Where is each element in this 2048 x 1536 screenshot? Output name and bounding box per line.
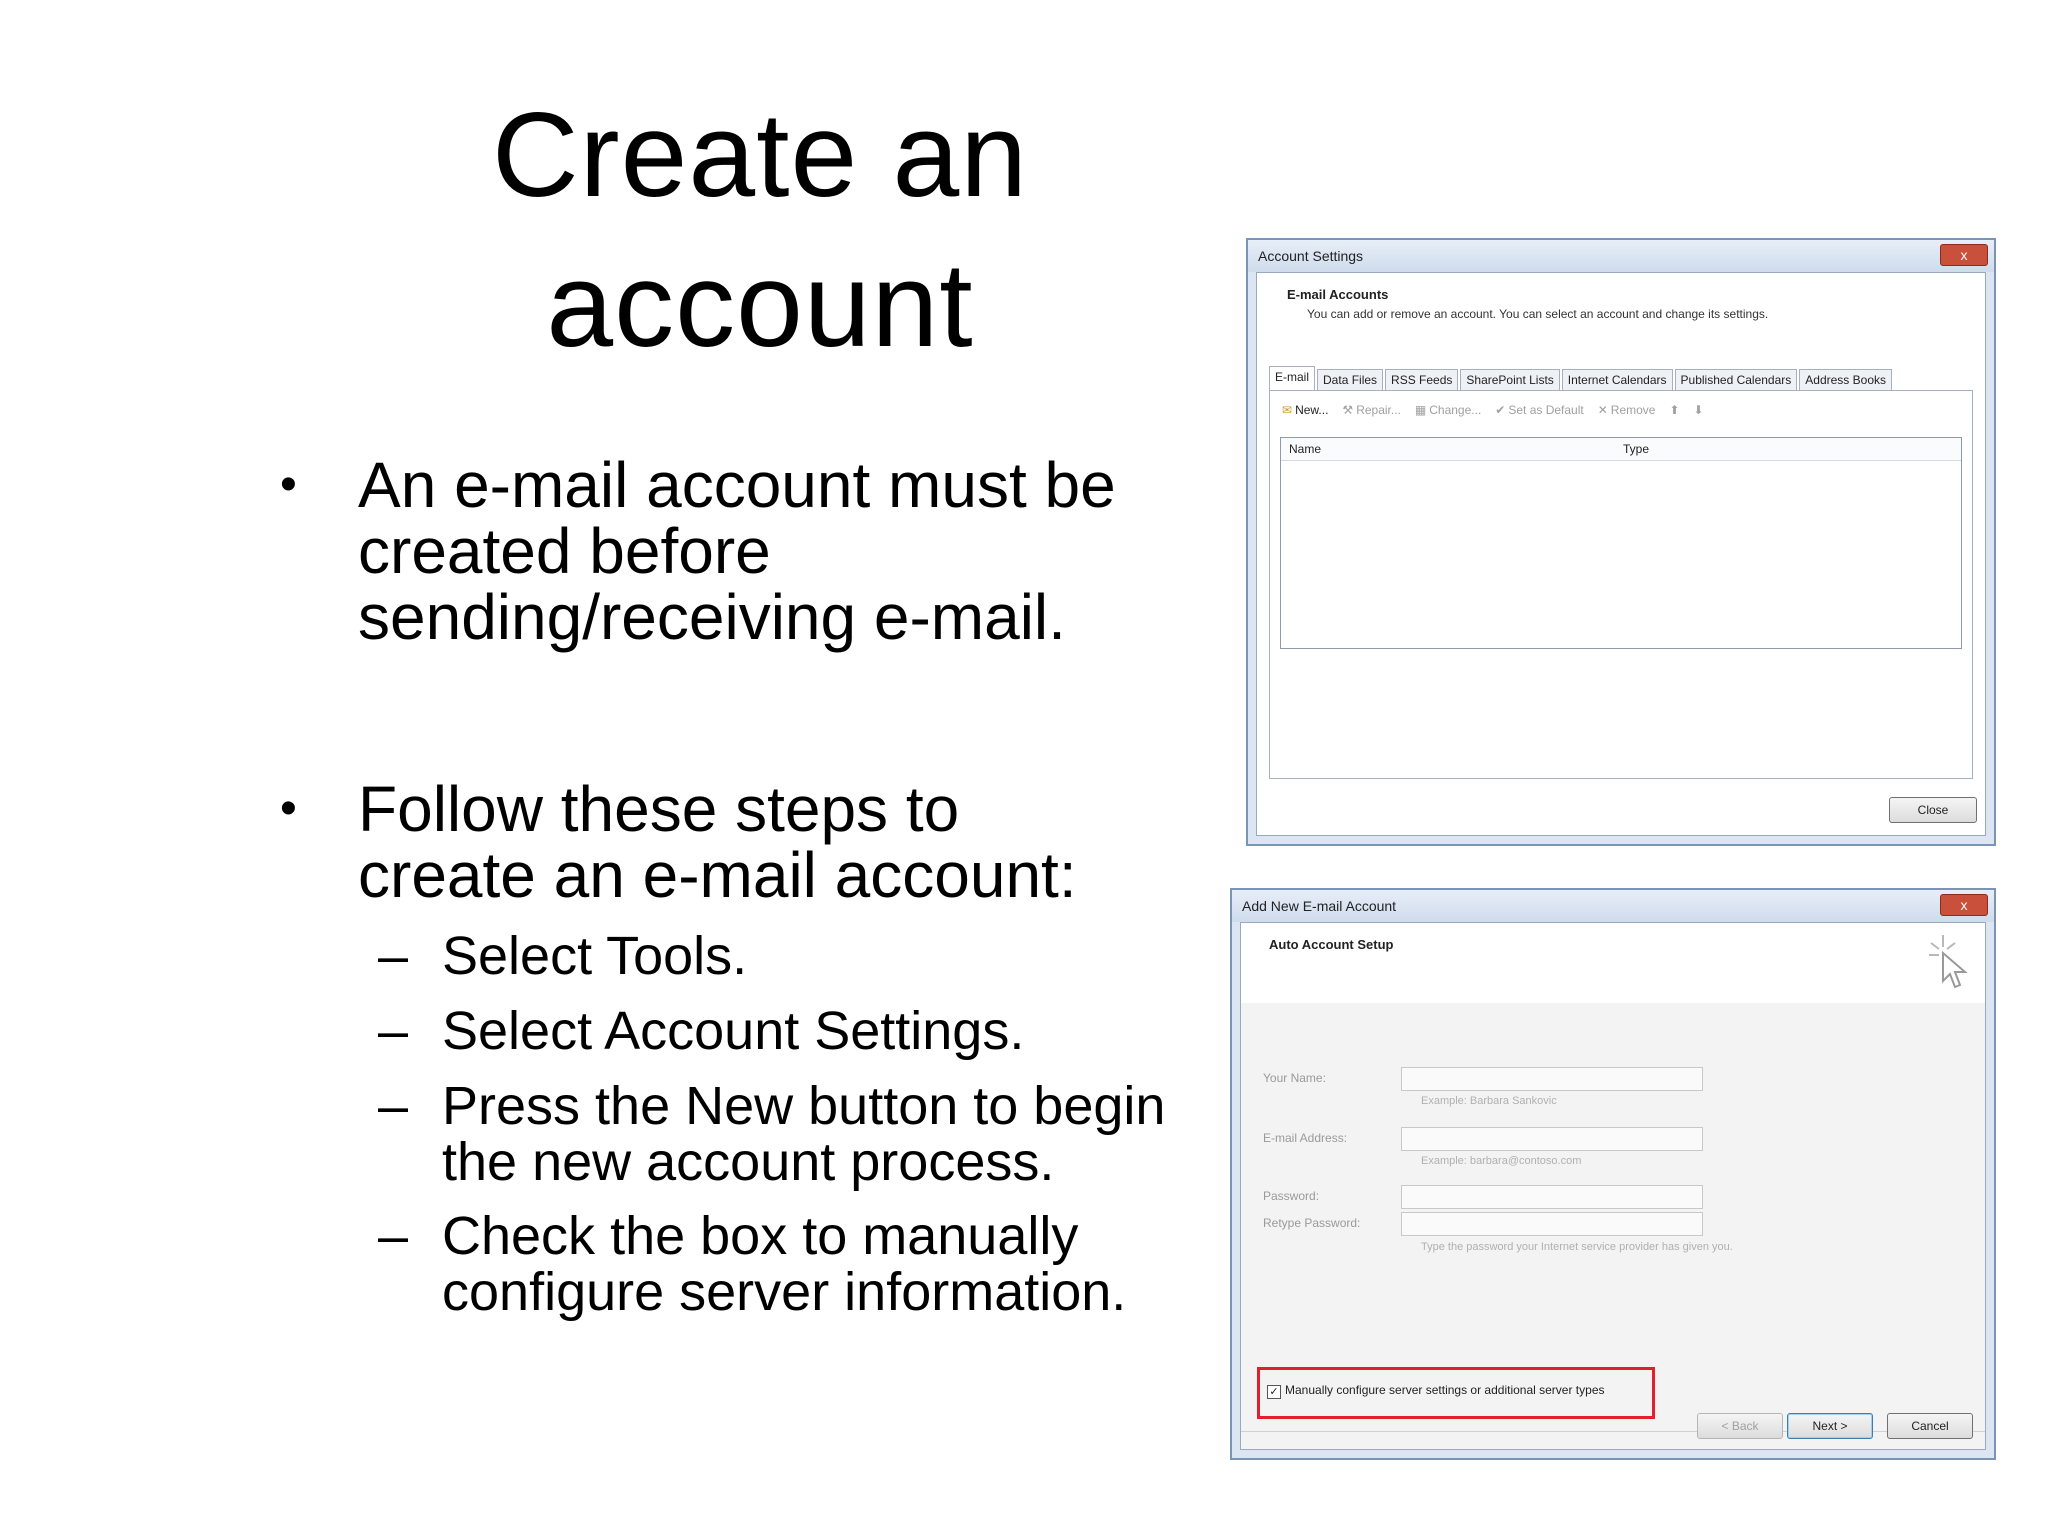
close-icon[interactable]: x (1940, 894, 1988, 916)
your-name-label: Your Name: (1263, 1071, 1326, 1085)
dialog-body (1256, 272, 1986, 836)
arrow-up-icon: ⬆ (1669, 403, 1680, 417)
tab-data-files[interactable]: Data Files (1317, 369, 1383, 391)
column-header-name[interactable]: Name (1281, 438, 1624, 461)
dialog-titlebar (1232, 890, 1994, 922)
step-4-line-2: configure server information. (442, 1262, 1127, 1322)
new-account-icon: ✉ (1282, 403, 1293, 417)
accounts-list[interactable] (1280, 437, 1962, 649)
arrow-down-icon: ⬇ (1693, 403, 1704, 417)
set-default-label: Set as Default (1508, 403, 1584, 417)
step-3-line-2: the new account process. (442, 1132, 1055, 1192)
email-tab-panel (1269, 390, 1973, 779)
change-icon: ▦ (1414, 403, 1427, 417)
slide-title (420, 80, 1100, 380)
remove-label: Remove (1610, 403, 1656, 417)
password-input[interactable] (1401, 1185, 1703, 1209)
email-accounts-heading: E-mail Accounts (1287, 287, 1389, 302)
cursor-sparkle-icon (1925, 933, 1971, 991)
close-icon[interactable]: x (1940, 244, 1988, 266)
title-line-1: Create an (492, 88, 1028, 222)
add-new-email-account-dialog (1230, 888, 1996, 1460)
wrench-icon: ⚒ (1342, 403, 1354, 417)
next-button[interactable]: Next > (1787, 1413, 1873, 1439)
dialog-titlebar (1248, 240, 1994, 272)
cancel-button[interactable]: Cancel (1887, 1413, 1973, 1439)
bullet-1-line-1: An e-mail account must be (358, 449, 1116, 521)
move-down-button[interactable] (1694, 403, 1704, 417)
email-address-input[interactable] (1401, 1127, 1703, 1151)
repair-label: Repair... (1356, 403, 1401, 417)
step-4-line-1: Check the box to manually (442, 1206, 1079, 1266)
retype-password-label: Retype Password: (1263, 1216, 1361, 1230)
remove-icon: ✕ (1597, 403, 1608, 417)
retype-password-input[interactable] (1401, 1212, 1703, 1236)
dialog-title: Account Settings (1258, 248, 1364, 264)
change-label: Change... (1429, 403, 1482, 417)
bullet-2-line-1: Follow these steps to (358, 773, 960, 845)
your-name-hint: Example: Barbara Sankovic (1421, 1095, 1557, 1107)
step-1-line-1: Select Tools. (442, 926, 748, 986)
dialog-title: Add New E-mail Account (1242, 898, 1397, 914)
close-button[interactable]: Close (1889, 797, 1977, 823)
bullet-1-line-3: sending/receiving e-mail. (358, 581, 1066, 653)
dialog-body (1240, 922, 1986, 1450)
remove-button[interactable] (1598, 403, 1656, 417)
tab-email[interactable]: E-mail (1269, 366, 1315, 391)
tab-strip (1269, 369, 1894, 391)
set-default-button[interactable] (1495, 403, 1583, 417)
repair-button[interactable] (1342, 403, 1400, 417)
password-label: Password: (1263, 1189, 1320, 1203)
dialog-header (1241, 923, 1985, 1004)
title-line-2: account (546, 238, 974, 372)
tab-published-calendars[interactable]: Published Calendars (1675, 369, 1798, 391)
move-up-button[interactable] (1669, 403, 1679, 417)
bullet-2-line-2: create an e-mail account: (358, 839, 1077, 911)
auto-account-setup-heading: Auto Account Setup (1269, 937, 1394, 952)
password-hint: Type the password your Internet service provider has given you. (1421, 1241, 1733, 1253)
your-name-input[interactable] (1401, 1067, 1703, 1091)
email-address-hint: Example: barbara@contoso.com (1421, 1155, 1582, 1167)
email-accounts-description: You can add or remove an account. You can select an account and change its settings. (1307, 307, 1769, 321)
manual-config-label[interactable]: Manually configure server settings or additional server types (1285, 1383, 1605, 1397)
tab-address-books[interactable]: Address Books (1799, 369, 1892, 391)
column-header-type[interactable]: Type (1615, 438, 1961, 461)
accounts-toolbar (1282, 403, 1704, 417)
manual-config-checkbox[interactable]: ✓ (1267, 1385, 1281, 1399)
bullet-dot: • (280, 458, 297, 511)
tab-internet-calendars[interactable]: Internet Calendars (1562, 369, 1673, 391)
account-settings-dialog (1246, 238, 1996, 846)
change-button[interactable] (1415, 403, 1481, 417)
new-button[interactable] (1282, 403, 1328, 417)
step-3-line-1: Press the New button to begin (442, 1076, 1166, 1136)
back-button[interactable]: < Back (1697, 1413, 1783, 1439)
bullet-1-line-2: created before (358, 515, 771, 587)
tab-rss-feeds[interactable]: RSS Feeds (1385, 369, 1458, 391)
tab-sharepoint-lists[interactable]: SharePoint Lists (1460, 369, 1559, 391)
footer-divider (1241, 1431, 1985, 1432)
step-2-line-1: Select Account Settings. (442, 1001, 1025, 1061)
bullet-dot: • (280, 782, 297, 835)
new-label: New... (1295, 403, 1329, 417)
checkmark-icon: ✔ (1495, 403, 1506, 417)
email-address-label: E-mail Address: (1263, 1131, 1348, 1145)
